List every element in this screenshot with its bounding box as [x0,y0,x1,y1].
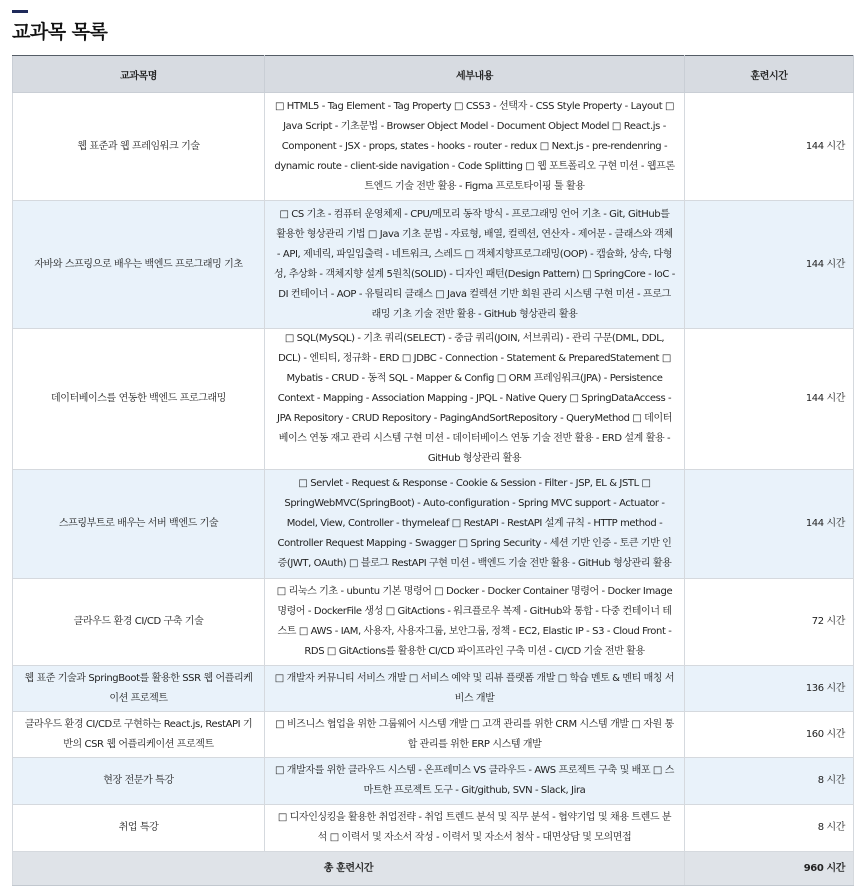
course-name: 취업 특강 [13,805,265,852]
total-hours: 960 시간 [685,852,854,886]
table-row [13,758,854,805]
course-name: 자바와 스프링으로 배우는 백엔드 프로그래밍 기초 [13,201,265,329]
table-row [13,470,854,579]
course-name: 클라우드 환경 CI/CD로 구현하는 React.js, RestAPI 기반의 CSR 웹 어플리케이션 프로젝트 [13,712,265,758]
header-hours: 훈련시간 [685,56,854,93]
course-detail: □ SQL(MySQL) - 기초 쿼리(SELECT) - 중급 쿼리(JOIN, 서브쿼리) - 관리 구문(DML, DDL, DCL) - 엔티티, 정규화 - ERD □ JDBC - Connection - Statement & PreparedStatement □ Mybatis - CRUD - 동적 SQL - Mapper & Config □ ORM 프레임워크(JPA) - Persistence Context - Mapping - Association Mapping - JPQL - Native Query □ SpringDataAccess - JPA Repository - CRUD Repository - PagingAndSortRepository - QueryMethod □ 데이터베이스 연동 재고 관리 시스템 구현 미션 - 데이터베이스 연동 기술 전반 활용 - ERD 설계 활용 - GitHub 형상관리 활용 [265,329,685,470]
course-name: 웹 표준과 웹 프레임워크 기술 [13,93,265,201]
header-detail: 세부내용 [265,56,685,93]
course-detail: □ 개발자를 위한 클라우드 시스템 - 온프레미스 VS 클라우드 - AWS 프로젝트 구축 및 배포 □ 스마트한 프로젝트 도구 - Git/github, SVN - Slack, Jira [265,758,685,805]
course-detail: □ 개발자 커뮤니티 서비스 개발 □ 서비스 예약 및 리뷰 플랫폼 개발 □ 학습 멘토 & 멘티 매칭 서비스 개발 [265,666,685,712]
course-detail: □ HTML5 - Tag Element - Tag Property □ CSS3 - 선택자 - CSS Style Property - Layout □ Java Script - 기초문법 - Browser Object Model - Document Object Model □ React.js - Component - JSX - props, states - hooks - router - redux □ Next.js - pre-rendenring - dynamic route - client-side navigation - Code Splitting □ 웹 포트폴리오 구현 미션 - 웹프론트엔드 기술 전반 활용 - Figma 프로토타이핑 툴 활용 [265,93,685,201]
curriculum-table [12,55,854,886]
course-name: 데이터베이스를 연동한 백엔드 프로그래밍 [13,329,265,470]
page-title: 교과목 목록 [12,21,108,43]
course-hours: 160 시간 [685,712,854,758]
course-hours: 8 시간 [685,758,854,805]
course-hours: 144 시간 [685,329,854,470]
table-header-row [13,56,854,93]
course-detail: □ Servlet - Request & Response - Cookie & Session - Filter - JSP, EL & JSTL □ SpringWebMVC(SpringBoot) - Auto-configuration - Spring MVC support - Actuator - Model, View, Controller - thymeleaf □ RestAPI - RestAPI 설계 규칙 - HTTP method - Controller Request Mapping - Swagger □ Spring Security - 세션 기반 인증 - 토큰 기반 인증(JWT, OAuth) □ 블로그 RestAPI 구현 미션 - 백엔드 기술 전반 활용 - GitHub 형상관리 활용 [265,470,685,579]
total-row [13,852,854,886]
course-detail: □ 디자인싱킹을 활용한 취업전략 - 취업 트렌드 분석 및 직무 분석 - 협약기업 및 채용 트렌드 분석 □ 이력서 및 자소서 작성 - 이력서 및 자소서 첨삭 - 대면상담 및 모의면접 [265,805,685,852]
course-hours: 144 시간 [685,93,854,201]
total-label: 총 훈련시간 [13,852,685,886]
course-hours: 72 시간 [685,579,854,666]
table-row [13,329,854,470]
course-hours: 144 시간 [685,201,854,329]
course-detail: □ 비즈니스 협업을 위한 그룹웨어 시스템 개발 □ 고객 관리를 위한 CRM 시스템 개발 □ 자원 통합 관리를 위한 ERP 시스템 개발 [265,712,685,758]
table-row [13,666,854,712]
course-name: 스프링부트로 배우는 서버 백엔드 기술 [13,470,265,579]
table-row [13,579,854,666]
course-hours: 144 시간 [685,470,854,579]
header-course: 교과목명 [13,56,265,93]
table-row [13,712,854,758]
course-hours: 8 시간 [685,805,854,852]
course-name: 클라우드 환경 CI/CD 구축 기술 [13,579,265,666]
table-row [13,805,854,852]
table-row [13,201,854,329]
course-detail: □ CS 기초 - 컴퓨터 운영체제 - CPU/메모리 동작 방식 - 프로그래밍 언어 기초 - Git, GitHub를 활용한 형상관리 기법 □ Java 기초 문법 - 자료형, 배열, 컬렉션, 연산자 - 제어문 - 클래스와 객체 - API, 제네릭, 파일입출력 - 네트워크, 스레드 □ 객체지향프로그래밍(OOP) - 캡슐화, 상속, 다형성, 추상화 - 객체지향 설계 5원칙(SOLID) - 디자인 패턴(Design Pattern) □ SpringCore - IoC - DI 컨테이너 - AOP - 유틸리티 클래스 □ Java 컬렉션 기반 회원 관리 시스템 구현 미션 - 프로그래밍 기초 기술 전반 활용 - GitHub 형상관리 활용 [265,201,685,329]
course-name: 웹 표준 기술과 SpringBoot를 활용한 SSR 웹 어플리케이션 프로젝트 [13,666,265,712]
course-name: 현장 전문가 특강 [13,758,265,805]
course-hours: 136 시간 [685,666,854,712]
table-row [13,93,854,201]
title-accent-line [12,10,28,13]
course-detail: □ 리눅스 기초 - ubuntu 기본 명령어 □ Docker - Docker Container 명령어 - Docker Image 명령어 - DockerFile 생성 □ GitActions - 워크플로우 복제 - GitHub와 통합 - 다중 컨테이너 테스트 □ AWS - IAM, 사용자, 사용자그룹, 보안그룹, 정책 - EC2, Elastic IP - S3 - Cloud Front - RDS □ GitActions를 활용한 CI/CD 파이프라인 구축 미션 - CI/CD 기술 전반 활용 [265,579,685,666]
